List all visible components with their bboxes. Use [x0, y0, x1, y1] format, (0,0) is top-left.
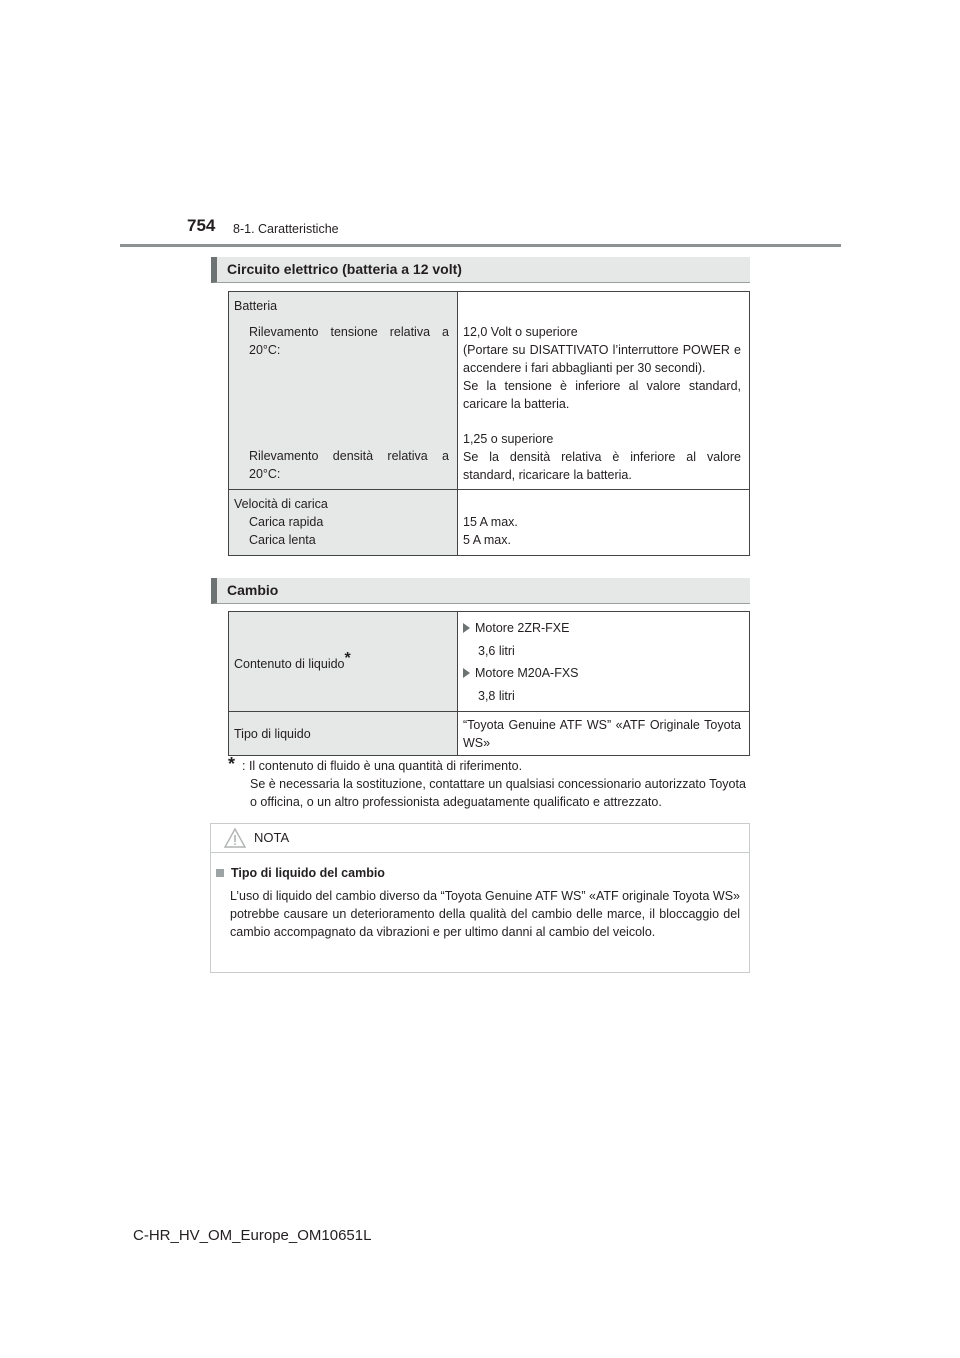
document-code: C-HR_HV_OM_Europe_OM10651L [133, 1227, 372, 1244]
type-value: “Toyota Genuine ATF WS” «ATF Originale Toyota WS» [463, 718, 741, 750]
fluid-asterisk: * [344, 649, 351, 667]
section-bar-transmission [211, 578, 750, 604]
note-box [210, 823, 750, 973]
type-label-cell [229, 712, 458, 756]
fluid-values-cell [458, 612, 750, 712]
fast-charge-label: Carica rapida [249, 515, 324, 529]
section-bar-electrical [211, 257, 750, 283]
engine-1-label: Motore 2ZR-FXE [475, 621, 570, 635]
type-value-cell [458, 712, 750, 756]
triangle-bullet-icon [463, 668, 470, 678]
warning-triangle-icon [224, 828, 246, 848]
note-text: L’uso di liquido del cambio diverso da “Toyota Genuine ATF WS” «ATF originale Toyota WS» potrebbe causare un deterioramento della qualità del cambio delle marce, il bloccaggio del cambio accompagnato da vibrazioni e per ultimo danni al cambio del veicolo. [230, 889, 740, 939]
footnote-marker: * [228, 754, 236, 774]
table-row [229, 612, 750, 712]
note-item-title-text: Tipo di liquido del cambio [231, 866, 385, 880]
section-title-transmission: Cambio [227, 582, 279, 598]
type-label: Tipo di liquido [234, 726, 311, 741]
charge-values-cell [458, 490, 750, 556]
engine-1 [463, 617, 741, 640]
slow-charge-value: 5 A max. [463, 533, 511, 547]
voltage-label: Rilevamento tensione relativa a 20°C: [249, 325, 449, 357]
note-header [211, 824, 749, 853]
charge-labels-cell [229, 490, 458, 556]
footnote-line-2: Se è necessaria la sostituzione, contattare un qualsiasi concessionario autorizzato Toyota o officina, o un altro professionista adeguatamente qualificato e attrezzato. [250, 777, 746, 809]
table-row [229, 490, 750, 556]
charge-label: Velocità di carica [234, 497, 328, 511]
electrical-spec-table [228, 291, 750, 556]
battery-values-cell [458, 292, 750, 490]
density-value: 1,25 o superiore [463, 432, 554, 446]
density-label: Rilevamento densità relativa a 20°C: [249, 449, 449, 481]
header-rule [120, 244, 841, 247]
engine-1-value: 3,6 litri [478, 643, 515, 658]
note-item-title [216, 866, 385, 880]
table-row [229, 712, 750, 756]
page-number: 754 [187, 216, 216, 235]
footnote-line-1: : Il contenuto di fluido è una quantità di riferimento. [242, 759, 523, 773]
slow-charge-label: Carica lenta [249, 533, 316, 547]
transmission-spec-table [228, 611, 750, 756]
footnote [228, 754, 750, 811]
section-label: 8-1. Caratteristiche [233, 222, 339, 236]
voltage-note: (Portare su DISATTIVATO l’interruttore POWER e accendere i fari abbaglianti per 30 secondi). [463, 343, 741, 375]
engine-2-value: 3,8 litri [478, 688, 515, 703]
fluid-label: Contenuto di liquido [234, 657, 345, 672]
engine-2-label: Motore M20A-FXS [475, 666, 579, 680]
table-row [229, 292, 750, 490]
fluid-label-cell [229, 612, 458, 712]
square-bullet-icon [216, 869, 224, 877]
battery-label: Batteria [234, 299, 278, 313]
voltage-note-2: Se la tensione è inferiore al valore standard, caricare la batteria. [463, 379, 741, 411]
section-title-electrical: Circuito elettrico (batteria a 12 volt) [227, 261, 462, 277]
fast-charge-value: 15 A max. [463, 515, 518, 529]
density-note: Se la densità relativa è inferiore al valore standard, ricaricare la batteria. [463, 450, 741, 482]
engine-2 [463, 662, 741, 685]
battery-labels-cell [229, 292, 458, 490]
voltage-value: 12,0 Volt o superiore [463, 325, 578, 339]
triangle-bullet-icon [463, 623, 470, 633]
note-title: NOTA [254, 830, 290, 845]
